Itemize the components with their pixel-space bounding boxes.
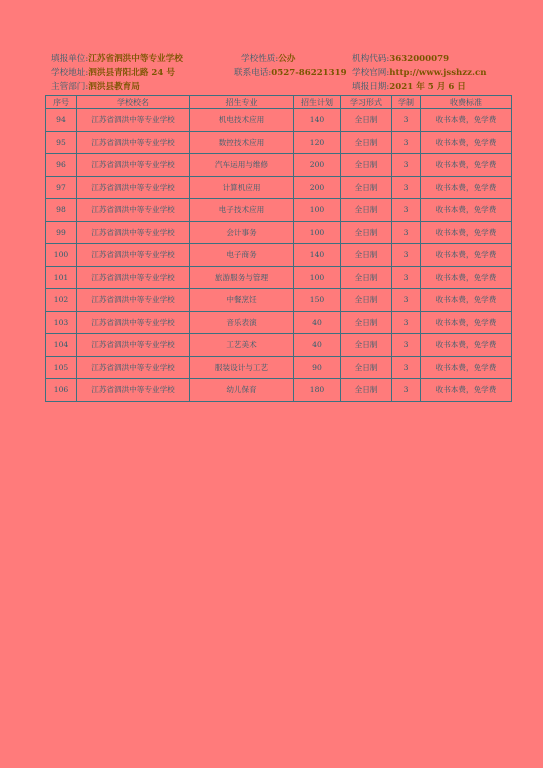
fill-unit-label: 填报单位: bbox=[51, 54, 89, 64]
table-header-row bbox=[46, 96, 512, 109]
cell-index: 102 bbox=[46, 289, 77, 312]
table-row bbox=[46, 199, 512, 222]
school-nature-label: 学校性质: bbox=[241, 54, 279, 64]
cell-major: 电子商务 bbox=[190, 244, 294, 267]
cell-study-form: 全日制 bbox=[341, 334, 392, 357]
cell-major: 中餐烹饪 bbox=[190, 289, 294, 312]
website-label: 学校官网: bbox=[352, 68, 390, 78]
cell-study-form: 全日制 bbox=[341, 266, 392, 289]
cell-school: 江苏省泗洪中等专业学校 bbox=[77, 356, 190, 379]
header-dept bbox=[51, 82, 140, 93]
cell-study-form: 全日制 bbox=[341, 356, 392, 379]
cell-duration: 3 bbox=[392, 334, 421, 357]
cell-school: 江苏省泗洪中等专业学校 bbox=[77, 176, 190, 199]
cell-fee: 收书本费，免学费 bbox=[421, 244, 512, 267]
header-date bbox=[352, 82, 466, 93]
cell-index: 105 bbox=[46, 356, 77, 379]
cell-plan: 100 bbox=[294, 266, 341, 289]
cell-school: 江苏省泗洪中等专业学校 bbox=[77, 289, 190, 312]
cell-study-form: 全日制 bbox=[341, 311, 392, 334]
cell-duration: 3 bbox=[392, 356, 421, 379]
cell-plan: 100 bbox=[294, 221, 341, 244]
cell-index: 98 bbox=[46, 199, 77, 222]
cell-major: 工艺美术 bbox=[190, 334, 294, 357]
cell-fee: 收书本费，免学费 bbox=[421, 266, 512, 289]
cell-duration: 3 bbox=[392, 244, 421, 267]
cell-index: 101 bbox=[46, 266, 77, 289]
cell-plan: 200 bbox=[294, 176, 341, 199]
cell-fee: 收书本费，免学费 bbox=[421, 221, 512, 244]
column-header-fee: 收费标准 bbox=[421, 96, 512, 109]
cell-duration: 3 bbox=[392, 221, 421, 244]
cell-fee: 收书本费，免学费 bbox=[421, 176, 512, 199]
cell-plan: 180 bbox=[294, 379, 341, 402]
cell-duration: 3 bbox=[392, 176, 421, 199]
cell-duration: 3 bbox=[392, 154, 421, 177]
cell-study-form: 全日制 bbox=[341, 199, 392, 222]
cell-study-form: 全日制 bbox=[341, 131, 392, 154]
cell-index: 103 bbox=[46, 311, 77, 334]
school-nature-value: 公办 bbox=[278, 54, 296, 64]
header-address bbox=[51, 68, 175, 79]
cell-fee: 收书本费，免学费 bbox=[421, 289, 512, 312]
dept-value: 泗洪县教育局 bbox=[88, 82, 140, 92]
table-row bbox=[46, 356, 512, 379]
cell-index: 100 bbox=[46, 244, 77, 267]
phone-label: 联系电话: bbox=[234, 68, 272, 78]
cell-plan: 200 bbox=[294, 154, 341, 177]
cell-index: 94 bbox=[46, 109, 77, 132]
cell-duration: 3 bbox=[392, 199, 421, 222]
cell-school: 江苏省泗洪中等专业学校 bbox=[77, 221, 190, 244]
table-row bbox=[46, 289, 512, 312]
cell-school: 江苏省泗洪中等专业学校 bbox=[77, 109, 190, 132]
cell-index: 96 bbox=[46, 154, 77, 177]
table-row bbox=[46, 334, 512, 357]
address-label: 学校地址: bbox=[51, 68, 89, 78]
cell-school: 江苏省泗洪中等专业学校 bbox=[77, 334, 190, 357]
cell-study-form: 全日制 bbox=[341, 379, 392, 402]
table-row bbox=[46, 379, 512, 402]
cell-plan: 120 bbox=[294, 131, 341, 154]
table-row bbox=[46, 311, 512, 334]
column-header-plan: 招生计划 bbox=[294, 96, 341, 109]
cell-plan: 150 bbox=[294, 289, 341, 312]
cell-fee: 收书本费，免学费 bbox=[421, 356, 512, 379]
cell-plan: 40 bbox=[294, 311, 341, 334]
column-header-major: 招生专业 bbox=[190, 96, 294, 109]
cell-fee: 收书本费，免学费 bbox=[421, 131, 512, 154]
header-fill-unit bbox=[51, 54, 183, 65]
org-code-value: 3632000079 bbox=[389, 54, 450, 64]
column-header-study-form: 学习形式 bbox=[341, 96, 392, 109]
cell-study-form: 全日制 bbox=[341, 176, 392, 199]
header-phone bbox=[234, 68, 347, 79]
header-org-code bbox=[352, 54, 449, 65]
cell-major: 旅游服务与管理 bbox=[190, 266, 294, 289]
enrollment-table bbox=[45, 95, 512, 402]
date-value: 2021 年 5 月 6 日 bbox=[389, 82, 466, 92]
cell-major: 机电技术应用 bbox=[190, 109, 294, 132]
table-row bbox=[46, 266, 512, 289]
header-website bbox=[352, 68, 487, 79]
cell-index: 97 bbox=[46, 176, 77, 199]
website-value: http://www.jsshzz.cn bbox=[389, 68, 487, 78]
cell-fee: 收书本费，免学费 bbox=[421, 199, 512, 222]
cell-study-form: 全日制 bbox=[341, 289, 392, 312]
column-header-index: 序号 bbox=[46, 96, 77, 109]
cell-plan: 140 bbox=[294, 244, 341, 267]
cell-fee: 收书本费，免学费 bbox=[421, 379, 512, 402]
cell-school: 江苏省泗洪中等专业学校 bbox=[77, 379, 190, 402]
cell-school: 江苏省泗洪中等专业学校 bbox=[77, 311, 190, 334]
cell-plan: 40 bbox=[294, 334, 341, 357]
cell-index: 104 bbox=[46, 334, 77, 357]
cell-plan: 140 bbox=[294, 109, 341, 132]
header-school-nature bbox=[241, 54, 295, 65]
cell-major: 幼儿保育 bbox=[190, 379, 294, 402]
cell-study-form: 全日制 bbox=[341, 221, 392, 244]
column-header-duration: 学制 bbox=[392, 96, 421, 109]
cell-duration: 3 bbox=[392, 289, 421, 312]
cell-major: 数控技术应用 bbox=[190, 131, 294, 154]
cell-school: 江苏省泗洪中等专业学校 bbox=[77, 199, 190, 222]
phone-value: 0527-86221319 bbox=[271, 68, 347, 78]
cell-school: 江苏省泗洪中等专业学校 bbox=[77, 154, 190, 177]
date-label: 填报日期: bbox=[352, 82, 390, 92]
table-row bbox=[46, 131, 512, 154]
table-row bbox=[46, 109, 512, 132]
cell-major: 电子技术应用 bbox=[190, 199, 294, 222]
table-row bbox=[46, 221, 512, 244]
table-row bbox=[46, 154, 512, 177]
dept-label: 主管部门: bbox=[51, 82, 89, 92]
cell-duration: 3 bbox=[392, 379, 421, 402]
cell-school: 江苏省泗洪中等专业学校 bbox=[77, 244, 190, 267]
table-row bbox=[46, 176, 512, 199]
cell-index: 106 bbox=[46, 379, 77, 402]
address-value: 泗洪县青阳北路 24 号 bbox=[88, 68, 175, 78]
cell-major: 会计事务 bbox=[190, 221, 294, 244]
org-code-label: 机构代码: bbox=[352, 54, 390, 64]
cell-index: 99 bbox=[46, 221, 77, 244]
table-body bbox=[46, 109, 512, 402]
cell-major: 音乐表演 bbox=[190, 311, 294, 334]
cell-duration: 3 bbox=[392, 311, 421, 334]
cell-major: 服装设计与工艺 bbox=[190, 356, 294, 379]
cell-study-form: 全日制 bbox=[341, 109, 392, 132]
cell-major: 计算机应用 bbox=[190, 176, 294, 199]
table-row bbox=[46, 244, 512, 267]
cell-duration: 3 bbox=[392, 266, 421, 289]
cell-fee: 收书本费，免学费 bbox=[421, 154, 512, 177]
fill-unit-value: 江苏省泗洪中等专业学校 bbox=[88, 54, 183, 64]
cell-plan: 100 bbox=[294, 199, 341, 222]
cell-fee: 收书本费，免学费 bbox=[421, 109, 512, 132]
cell-school: 江苏省泗洪中等专业学校 bbox=[77, 131, 190, 154]
cell-study-form: 全日制 bbox=[341, 154, 392, 177]
cell-major: 汽车运用与维修 bbox=[190, 154, 294, 177]
cell-school: 江苏省泗洪中等专业学校 bbox=[77, 266, 190, 289]
cell-study-form: 全日制 bbox=[341, 244, 392, 267]
cell-fee: 收书本费，免学费 bbox=[421, 334, 512, 357]
cell-plan: 90 bbox=[294, 356, 341, 379]
cell-duration: 3 bbox=[392, 109, 421, 132]
cell-index: 95 bbox=[46, 131, 77, 154]
cell-duration: 3 bbox=[392, 131, 421, 154]
cell-fee: 收书本费，免学费 bbox=[421, 311, 512, 334]
column-header-school: 学校校名 bbox=[77, 96, 190, 109]
